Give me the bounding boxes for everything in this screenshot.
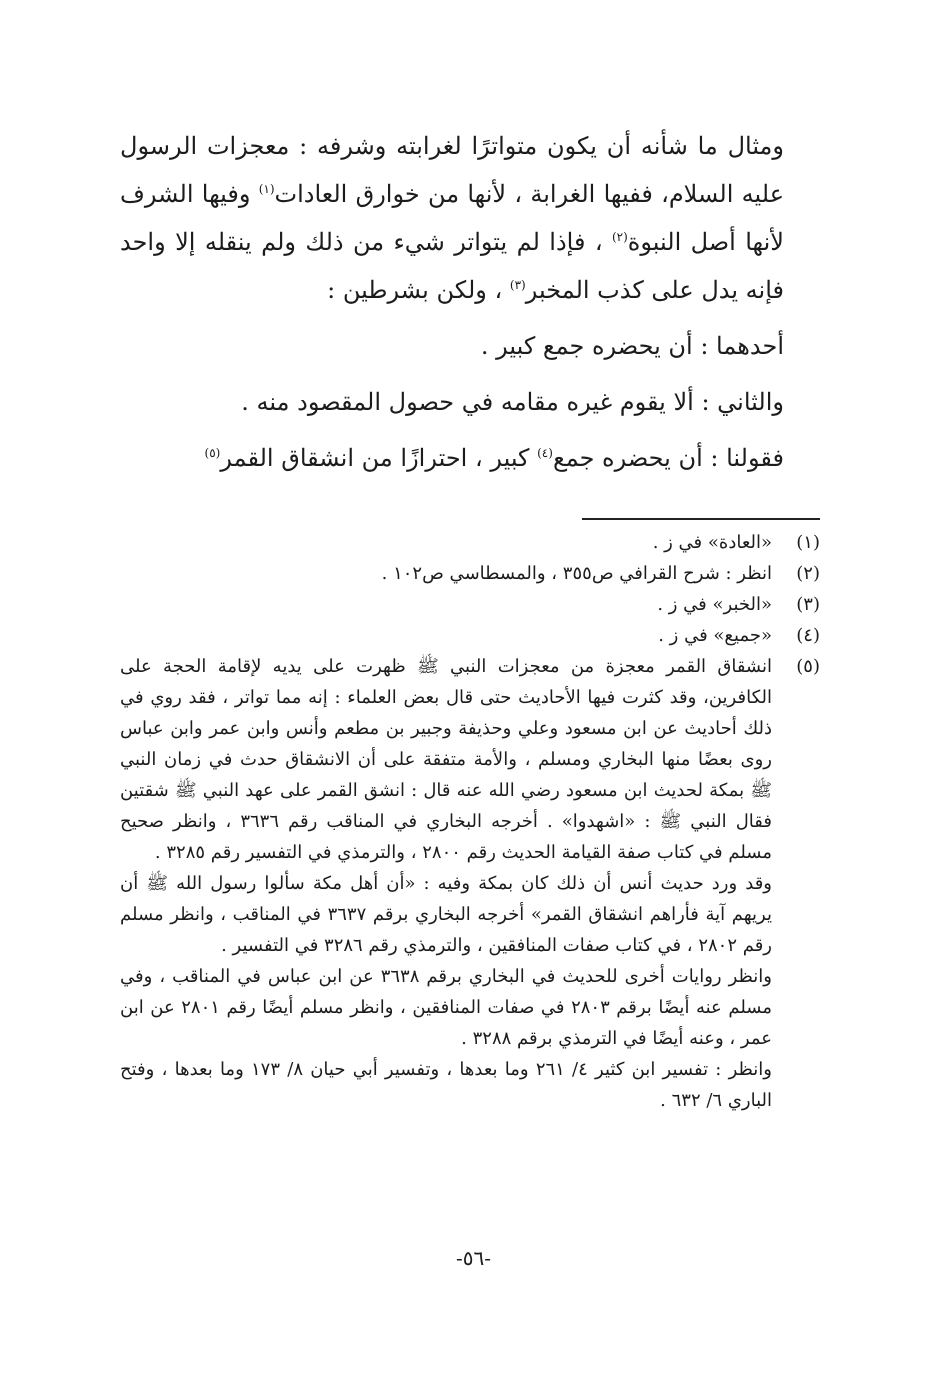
footnote-ref-4: (٤) bbox=[537, 446, 553, 460]
footnote-paragraph: وانظر روايات أخرى للحديث في البخاري برقم ٣٦٣٨ عن ابن عباس في المناقب ، وفي مسلم عنه أيضًا برقم ٢٨٠٣ في صفات المنافقين ، وانظر مسلم أيضًا رقم ٢٨٠١ عن ابن عمر ، وعنه أيضًا في الترمذي برقم ٣٢٨٨ . bbox=[120, 966, 772, 1049]
footnote-number: (٤) bbox=[796, 625, 820, 646]
footnote-separator bbox=[582, 518, 820, 520]
footnote-paragraph: وقد ورد حديث أنس أن ذلك كان بمكة وفيه : «أن أهل مكة سألوا رسول الله ﷺ أن يريهم آية فأراهم انشقاق القمر» أخرجه البخاري برقم ٣٦٣٧ في المناقب ، وانظر مسلم رقم ٢٨٠٢ ، في كتاب صفات المنافقين ، والترمذي رقم ٣٢٨٦ في التفسير . bbox=[120, 873, 772, 956]
footnote-paragraph: انشقاق القمر معجزة من معجزات النبي ﷺ ظهرت على يديه لإقامة الحجة على الكافرين، وقد كثرت فيها الأحاديث حتى قال بعض العلماء : إنه مما تواتر ، فقد روي في ذلك أحاديث عن ابن مسعود وعلي وحذيفة وجبير بن مطعم وأنس وابن عمر وابن عباس روى بعضًا منها البخاري ومسلم ، والأمة متفقة على أن الانشقاق حدث في زمان النبي ﷺ بمكة لحديث ابن مسعود رضي الله عنه قال : انشق القمر على عهد النبي ﷺ شقتين فقال النبي ﷺ : «اشهدوا» . أخرجه البخاري في المناقب رقم ٣٦٣٦ ، وانظر صحيح مسلم في كتاب صفة القيامة الحديث رقم ٢٨٠٠ ، والترمذي في التفسير رقم ٣٢٨٥ . bbox=[120, 656, 772, 863]
footnote-ref-3: (٣) bbox=[509, 278, 526, 292]
text-segment: فقولنا : أن يحضره جمع bbox=[552, 444, 784, 472]
footnote-4 bbox=[120, 620, 820, 651]
footnote-5 bbox=[120, 651, 820, 1116]
footnote-number: (٥) bbox=[796, 656, 820, 677]
footnote-text: «جميع» في ز . bbox=[658, 625, 772, 646]
footnote-2 bbox=[120, 558, 820, 589]
footnote-paragraph: وانظر : تفسير ابن كثير ٤/ ٢٦١ وما بعدها ، وتفسير أبي حيان ٨/ ١٧٣ وما بعدها ، وفتح الباري ٦/ ٦٣٢ . bbox=[120, 1059, 772, 1111]
footnote-number: (٢) bbox=[796, 563, 820, 584]
footnote-ref-1: (١) bbox=[258, 182, 275, 196]
text-segment: كبير ، احترازًا من انشقاق القمر bbox=[220, 444, 538, 472]
text-segment: ، ولكن بشرطين : bbox=[327, 276, 510, 304]
footnote-number: (١) bbox=[796, 532, 820, 553]
footnote-ref-5: (٥) bbox=[204, 446, 221, 460]
text-segment: ومثال ما شأنه أن يكون متواترًا لغرابته وشرفه : معجزات الرسول عليه السلام، ففيها الغرابة ، لأنها من خوارق العادات bbox=[120, 132, 785, 208]
footnotes bbox=[120, 527, 820, 1116]
main-paragraph-4 bbox=[120, 434, 820, 482]
footnote-ref-2: (٢) bbox=[611, 230, 628, 244]
text-segment: ، فإذا لم يتواتر شيء من ذلك ولم ينقله إلا واحد فإنه يدل على كذب المخبر bbox=[120, 228, 784, 304]
page-number: -٥٦- bbox=[455, 1246, 491, 1270]
main-text bbox=[120, 122, 820, 482]
footnote-text: «الخبر» في ز . bbox=[657, 594, 772, 615]
text-segment: وفيها الشرف لأنها أصل النبوة bbox=[120, 180, 784, 256]
condition-second: والثاني : ألا يقوم غيره مقامه في حصول المقصود منه . bbox=[241, 388, 784, 416]
footnote-number: (٣) bbox=[796, 594, 820, 615]
footnote-1 bbox=[120, 527, 820, 558]
footnote-text bbox=[120, 651, 772, 1116]
condition-first: أحدهما : أن يحضره جمع كبير . bbox=[480, 332, 784, 360]
footnote-text: «العادة» في ز . bbox=[652, 532, 772, 553]
footnote-text: انظر : شرح القرافي ص٣٥٥ ، والمسطاسي ص١٠٢ . bbox=[381, 563, 772, 584]
main-paragraph-1 bbox=[120, 122, 820, 314]
footnote-3 bbox=[120, 589, 820, 620]
